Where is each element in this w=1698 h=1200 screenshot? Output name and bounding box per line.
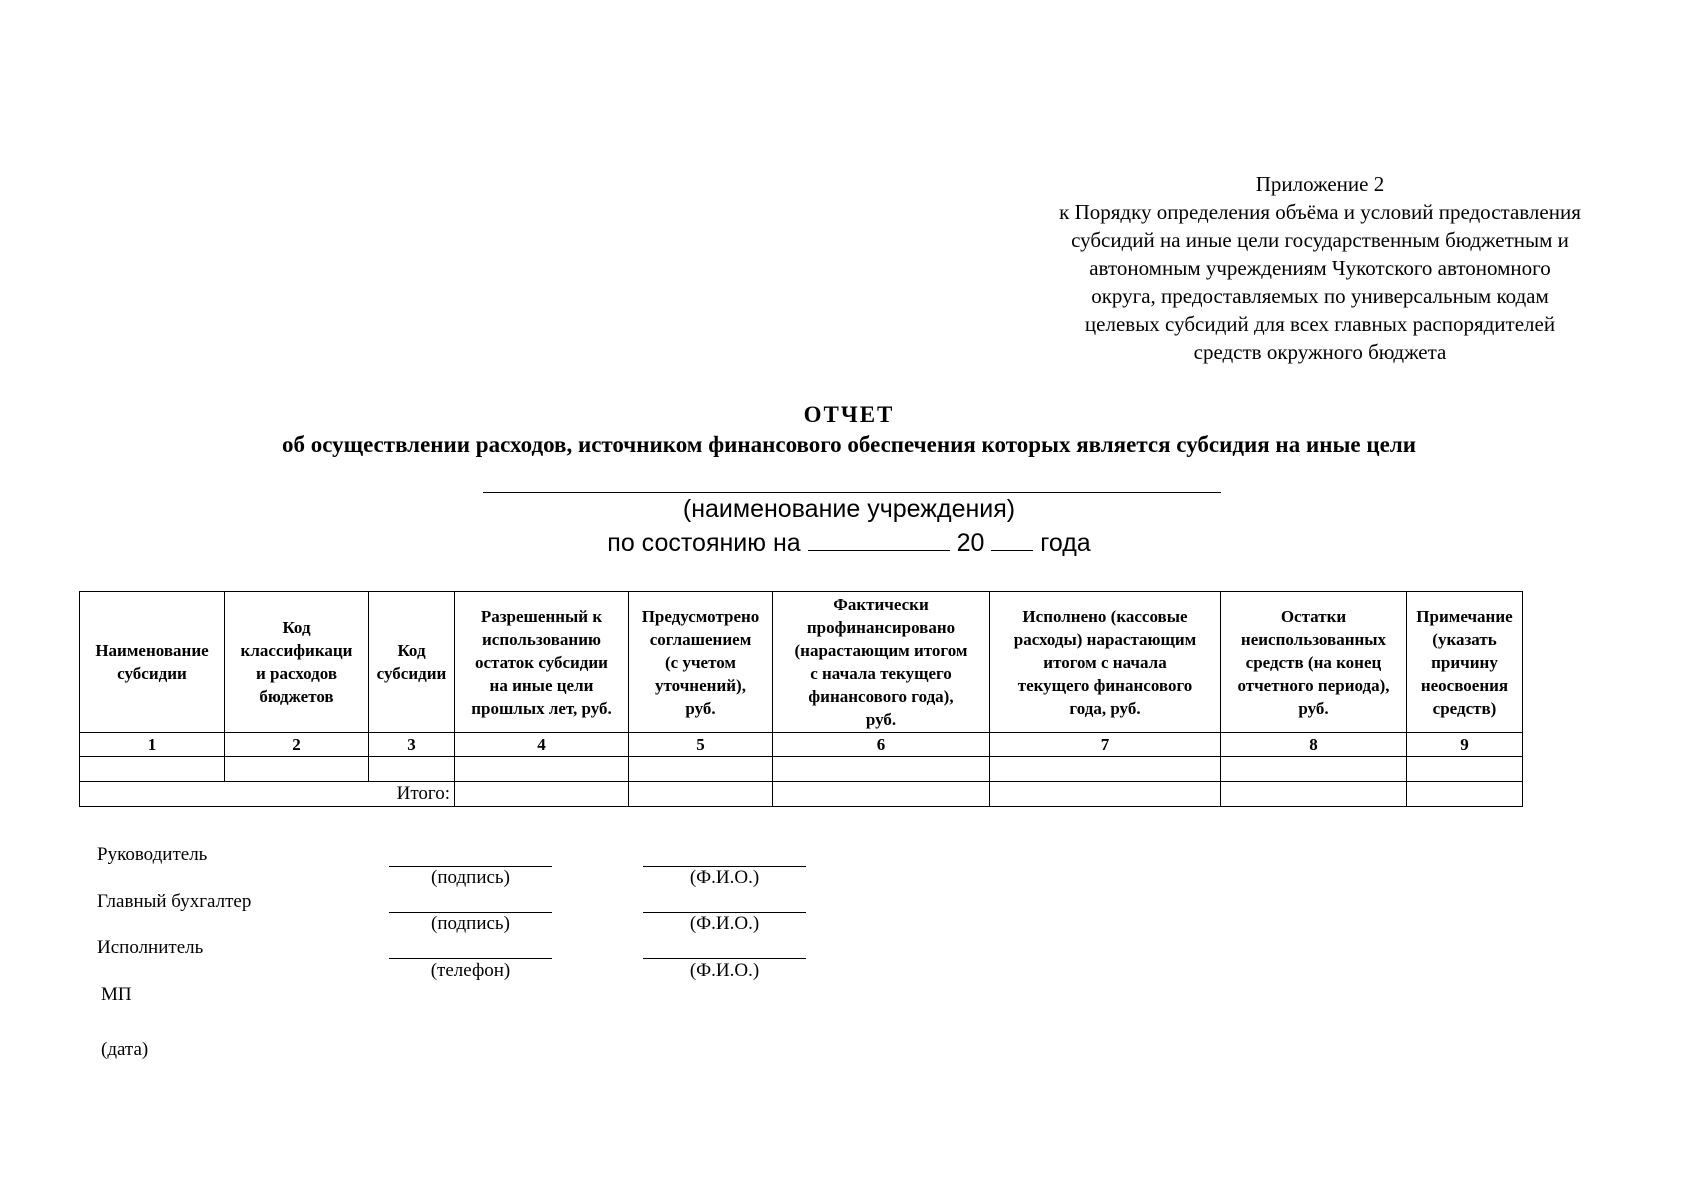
header-line: причину xyxy=(1431,652,1498,672)
table-cell[interactable] xyxy=(629,757,773,782)
header-cell xyxy=(225,592,369,733)
header-line: Код xyxy=(282,618,311,637)
stamp-label: МП xyxy=(101,984,132,1005)
header-line: расходы) нарастающим xyxy=(1013,629,1197,649)
institution-caption: (наименование учреждения) xyxy=(682,495,1016,523)
header-line: Исполнено (кассовые xyxy=(1022,606,1188,626)
executor-phone-line xyxy=(389,958,552,959)
as-of-prefix: по состоянию на xyxy=(607,529,801,557)
header-line: текущего финансового xyxy=(1017,675,1193,695)
header-cell xyxy=(629,592,773,733)
column-number: 4 xyxy=(455,733,629,757)
header-line: средств) xyxy=(1432,698,1497,718)
header-cell xyxy=(455,592,629,733)
report-subtitle: об осуществлении расходов, источником финансового обеспечения которых является субсидия на иные цели xyxy=(282,432,1416,457)
year-blank xyxy=(991,528,1033,551)
header-cell xyxy=(990,592,1221,733)
signature-caption: (подпись) xyxy=(431,913,510,934)
header-line: неосвоения xyxy=(1420,675,1509,695)
header-line: руб. xyxy=(1298,698,1329,718)
header-line: (с учетом xyxy=(665,652,736,672)
column-number: 3 xyxy=(369,733,455,757)
header-line: (нарастающим итогом xyxy=(794,641,968,660)
table-cell[interactable] xyxy=(80,757,225,782)
as-of-year-prefix: 20 xyxy=(956,529,985,557)
header-cell xyxy=(80,592,225,733)
total-cell[interactable] xyxy=(455,782,629,807)
appendix-line: целевых субсидий для всех главных распорядителей xyxy=(1084,312,1556,336)
header-line: неиспользованных xyxy=(1240,629,1387,649)
header-line: уточнений), xyxy=(655,675,746,695)
table-cell[interactable] xyxy=(455,757,629,782)
appendix-line: к Порядку определения объёма и условий предоставления xyxy=(1059,200,1581,224)
table-cell[interactable] xyxy=(990,757,1221,782)
table-cell[interactable] xyxy=(1407,757,1523,782)
date-blank xyxy=(808,528,950,551)
header-line: (указать xyxy=(1432,629,1497,649)
executor-name-line xyxy=(643,958,806,959)
header-line: итогом с начала xyxy=(1043,652,1167,672)
header-line: Разрешенный к xyxy=(480,606,603,626)
header-cell xyxy=(369,592,455,733)
table-cell[interactable] xyxy=(369,757,455,782)
header-line: субсидии xyxy=(376,664,447,683)
column-number-row xyxy=(80,733,1523,757)
header-cell xyxy=(1221,592,1407,733)
header-line: Код xyxy=(397,641,426,660)
header-line: и расходов xyxy=(255,664,338,683)
column-number: 2 xyxy=(225,733,369,757)
name-caption: (Ф.И.О.) xyxy=(689,960,760,981)
header-line: отчетного периода), xyxy=(1237,675,1390,695)
header-line: Наименование xyxy=(95,641,209,660)
header-line: финансового года), xyxy=(808,687,954,706)
column-number: 6 xyxy=(773,733,990,757)
appendix-line: средств окружного бюджета xyxy=(1193,340,1447,364)
appendix-line: субсидий на иные цели государственным бюджетным и xyxy=(1071,228,1569,252)
header-line: соглашением xyxy=(649,629,752,649)
header-line: использованию xyxy=(481,629,601,649)
header-line: года, руб. xyxy=(1069,698,1141,718)
total-label: Итого: xyxy=(80,782,455,807)
date-label: (дата) xyxy=(101,1039,149,1060)
header-line: бюджетов xyxy=(259,687,334,706)
header-line: Примечание xyxy=(1416,606,1513,626)
institution-name-line xyxy=(483,492,1221,493)
total-row xyxy=(80,782,1523,807)
chief-accountant-label: Главный бухгалтер xyxy=(97,891,252,912)
header-line: руб. xyxy=(685,698,716,718)
column-number: 1 xyxy=(80,733,225,757)
header-line: руб. xyxy=(865,710,897,729)
phone-caption: (телефон) xyxy=(430,960,511,981)
total-cell[interactable] xyxy=(1221,782,1407,807)
appendix-block xyxy=(990,170,1650,366)
executor-label: Исполнитель xyxy=(97,937,204,958)
total-cell[interactable] xyxy=(1407,782,1523,807)
header-line: классификаци xyxy=(240,641,353,660)
table-row xyxy=(80,757,1523,782)
header-line: профинансировано xyxy=(806,618,956,637)
header-line: средств (на конец xyxy=(1245,652,1382,672)
header-line: прошлых лет, руб. xyxy=(471,698,612,718)
report-table xyxy=(79,591,1523,807)
column-number: 5 xyxy=(629,733,773,757)
header-line: Фактически xyxy=(833,595,929,614)
header-cell xyxy=(773,592,990,733)
header-line: Предусмотрено xyxy=(641,606,760,626)
column-number: 7 xyxy=(990,733,1221,757)
header-line: субсидии xyxy=(117,664,187,683)
header-line: с начала текущего xyxy=(810,664,952,683)
table-cell[interactable] xyxy=(773,757,990,782)
table-cell[interactable] xyxy=(225,757,369,782)
signature-caption: (подпись) xyxy=(431,867,510,888)
as-of-suffix: года xyxy=(1040,529,1091,557)
header-line: на иные цели xyxy=(489,675,594,695)
table-cell[interactable] xyxy=(1221,757,1407,782)
column-number: 8 xyxy=(1221,733,1407,757)
as-of-date-line xyxy=(0,528,1698,558)
appendix-line: округа, предоставляемых по универсальным кодам xyxy=(1091,284,1549,308)
header-line: остаток субсидии xyxy=(475,652,608,672)
name-caption: (Ф.И.О.) xyxy=(689,913,760,934)
head-label: Руководитель xyxy=(97,844,208,865)
report-title: ОТЧЕТ xyxy=(803,402,895,427)
name-caption: (Ф.И.О.) xyxy=(689,867,760,888)
header-cell xyxy=(1407,592,1523,733)
column-number: 9 xyxy=(1407,733,1523,757)
appendix-line: Приложение 2 xyxy=(1255,172,1385,196)
header-row xyxy=(80,592,1523,733)
appendix-line: автономным учреждениям Чукотского автономного xyxy=(1089,256,1551,280)
total-cell[interactable] xyxy=(773,782,990,807)
header-line: Остатки xyxy=(1280,606,1347,626)
total-cell[interactable] xyxy=(990,782,1221,807)
total-cell[interactable] xyxy=(629,782,773,807)
